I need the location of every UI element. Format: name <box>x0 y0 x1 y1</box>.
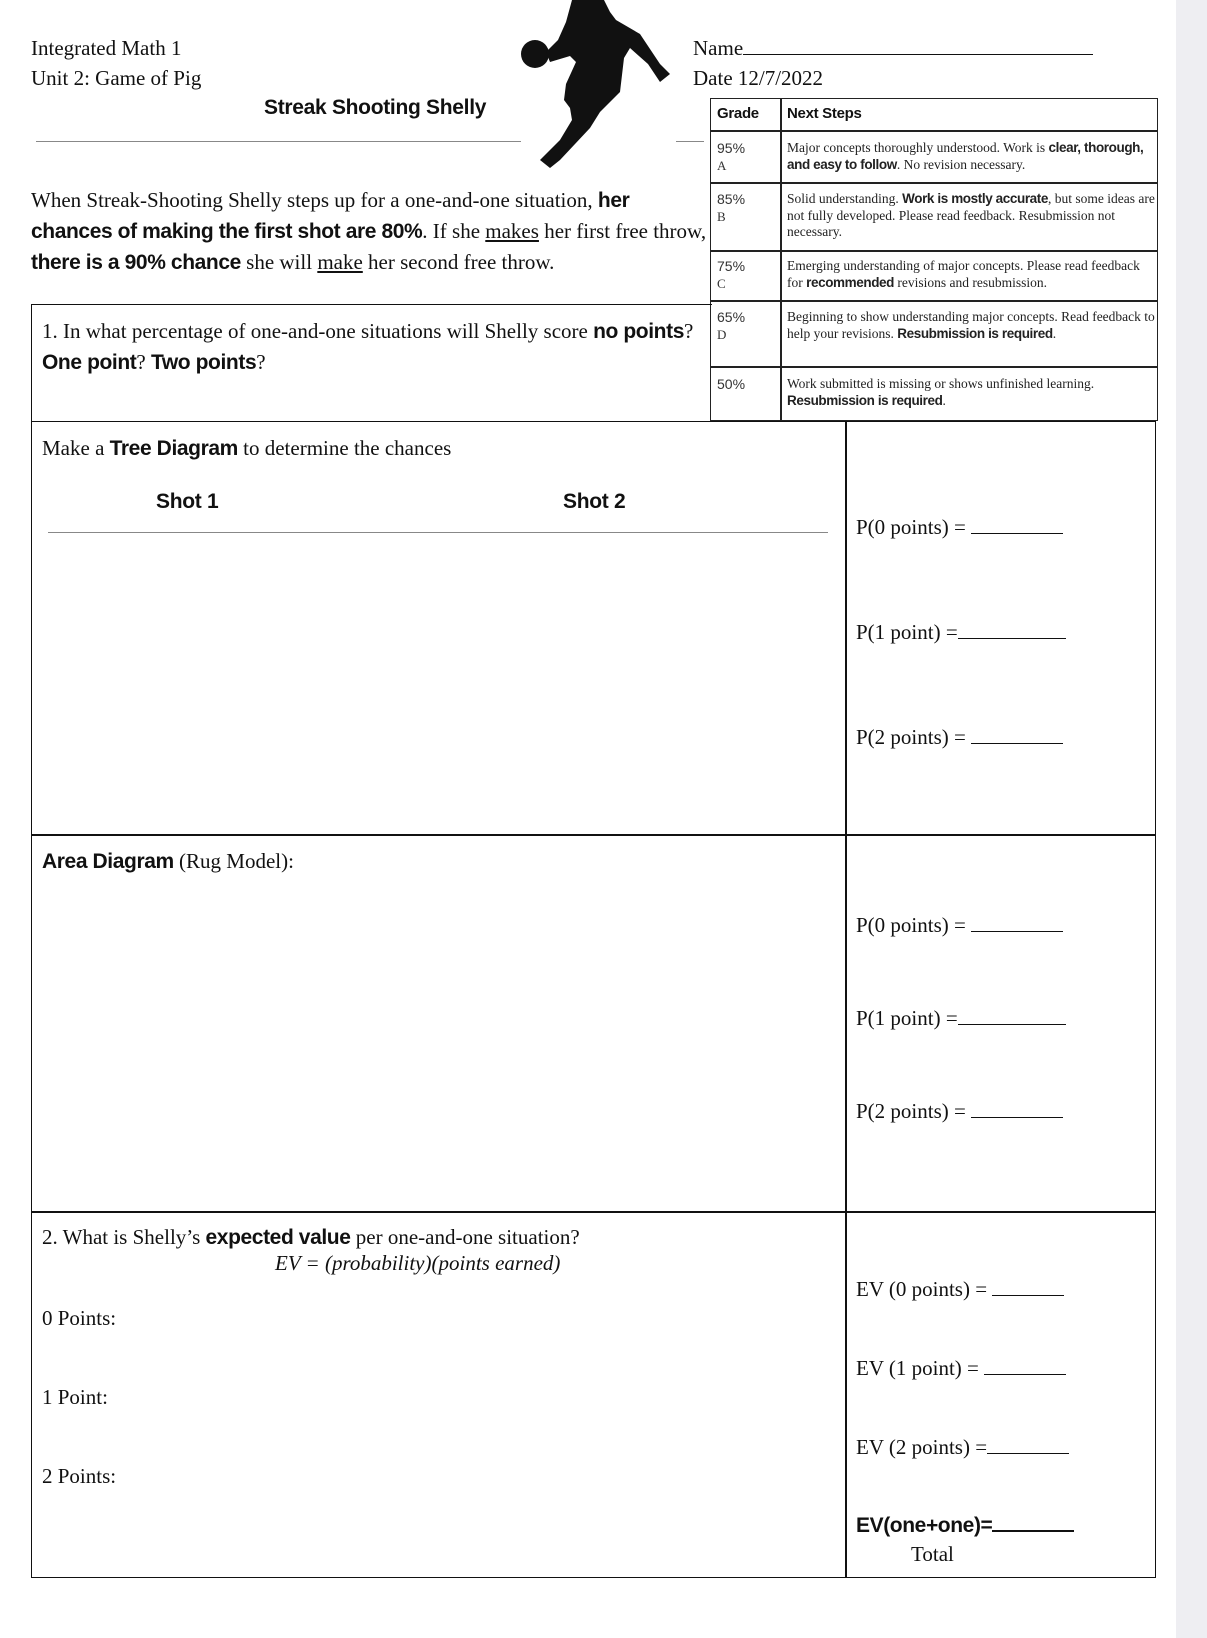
grade-pct: 50% <box>717 376 746 392</box>
zero-points-label: 0 Points: <box>42 1306 117 1330</box>
tree-p2-answer[interactable]: P(2 points) = <box>856 725 1063 750</box>
worksheet-title: Streak Shooting Shelly <box>264 96 487 119</box>
tree-diagram-prompt: Make a Tree Diagram to determine the chances <box>42 436 452 460</box>
course-name: Integrated Math 1 <box>31 36 182 60</box>
shot-2-label: Shot 2 <box>563 490 626 513</box>
ev-1-answer[interactable]: EV (1 point) = <box>856 1356 1066 1381</box>
grade-next-steps: Beginning to show understanding major concepts. Read feedback to help your revisions. Resubmission is required. <box>787 309 1155 341</box>
grade-pct: 75% C <box>717 258 746 291</box>
unit-name: Unit 2: Game of Pig <box>31 66 202 90</box>
name-label: Name <box>693 36 1093 61</box>
question-1: 1. In what percentage of one-and-one situations will Shelly score no points? One point? Two points? <box>42 319 694 374</box>
next-steps-header: Next Steps <box>787 105 862 122</box>
tree-p0-answer[interactable]: P(0 points) = <box>856 515 1063 540</box>
one-point-label: 1 Point: <box>42 1385 108 1409</box>
grade-next-steps: Major concepts thoroughly understood. Work is clear, thorough, and easy to follow. No revision necessary. <box>787 140 1144 172</box>
tree-diagram-workspace[interactable] <box>35 540 840 830</box>
grade-header: Grade <box>717 105 759 122</box>
grade-next-steps: Solid understanding. Work is mostly accurate, but some ideas are not fully developed. Please read feedback. Resubmission not necessary. <box>787 191 1155 239</box>
area-diagram-prompt: Area Diagram (Rug Model): <box>42 849 294 873</box>
ev-total-answer[interactable]: EV(one+one)= <box>856 1514 1074 1538</box>
area-diagram-workspace[interactable] <box>35 885 840 1205</box>
date-label: Date 12/7/2022 <box>693 66 824 90</box>
grade-next-steps: Emerging understanding of major concepts. Please read feedback for recommended revisions and resubmission. <box>787 258 1140 290</box>
grade-pct: 85% B <box>717 191 746 224</box>
total-label: Total <box>911 1542 954 1566</box>
grade-next-steps: Work submitted is missing or shows unfinished learning. Resubmission is required. <box>787 376 1095 408</box>
question-2: 2. What is Shelly’s expected value per one-and-one situation? <box>42 1225 580 1249</box>
answer-column-divider <box>845 421 847 1578</box>
page-edge <box>1176 0 1207 1638</box>
header-rule <box>36 141 521 142</box>
intro-paragraph: When Streak-Shooting Shelly steps up for a one-and-one situation, her chances of making the first shot are 80%. If she makes her first free throw, there is a 90% chance she will make her second free throw. <box>31 188 707 274</box>
header-rule-right <box>676 141 704 142</box>
shot-1-label: Shot 1 <box>156 490 219 513</box>
ev-2-answer[interactable]: EV (2 points) = <box>856 1435 1069 1460</box>
ev-formula: EV = (probability)(points earned) <box>275 1251 561 1275</box>
two-points-label: 2 Points: <box>42 1464 117 1488</box>
grade-pct: 65% D <box>717 309 746 342</box>
basketball-player-icon <box>520 0 670 172</box>
grade-pct: 95% A <box>717 140 746 173</box>
tree-p1-answer[interactable]: P(1 point) = <box>856 620 1066 645</box>
area-p0-answer[interactable]: P(0 points) = <box>856 913 1063 938</box>
ev-0-answer[interactable]: EV (0 points) = <box>856 1277 1064 1302</box>
area-p2-answer[interactable]: P(2 points) = <box>856 1099 1063 1124</box>
area-p1-answer[interactable]: P(1 point) = <box>856 1006 1066 1031</box>
tree-rule <box>48 532 828 533</box>
